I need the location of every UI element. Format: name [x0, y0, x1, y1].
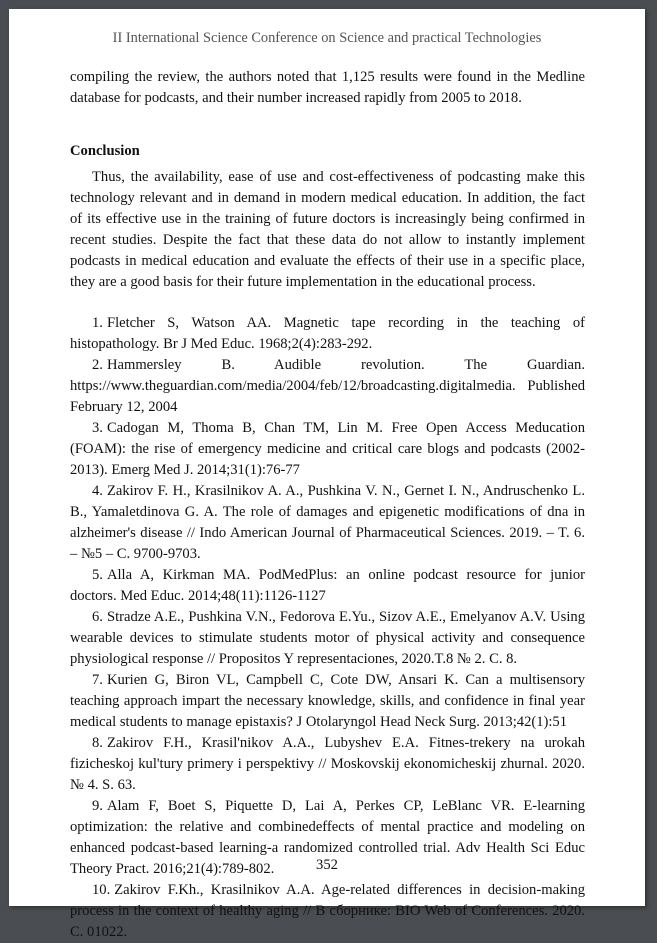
reference-text: Kurien G, Biron VL, Campbell C, Cote DW, Ansari K. Can a multisensory teaching approach impart the necessary knowledge, skills, and confidence in final year medical students to manage epistaxis? J Otolaryngol Head Neck Surg. 2013;42(1):51 [70, 672, 585, 730]
document-page [9, 9, 645, 940]
reference-text: Alla A, Kirkman MA. PodMedPlus: an online podcast resource for junior doctors. Med Educ. 2014;48(11):1126-1127 [70, 567, 585, 604]
reference-item [70, 607, 585, 670]
page-number: 352 [316, 857, 338, 873]
conclusion-paragraph: Thus, the availability, ease of use and cost-effectiveness of podcasting make this technology relevant and in demand in modern medical education. In addition, the fact of its effective use in the training of future doctors is increasingly being confirmed in recent studies. Despite the fact that these data do not allow to instantly implement podcasts in medical education and evaluate the effects of their use in a specific place, they are a good basis for their future implementation in the educational process. [70, 169, 585, 290]
reference-item [70, 481, 585, 565]
reference-item [70, 733, 585, 796]
reference-text: Hammersley B. Audible revolution. The Guardian. https://www.theguardian.com/media/2004/feb/12/broadcasting.digitalmedia. Published February 12, 2004 [70, 357, 585, 415]
reference-text: Alam F, Boet S, Piquette D, Lai A, Perkes CP, LeBlanc VR. E-learning optimization: the relative and combinedeffects of mental practice and modeling on enhanced podcast-based learning-a randomized controlled trial. Adv Health Sci Educ Theory Pract. 2016;21(4):789-802. [70, 798, 585, 877]
reference-item [70, 565, 585, 607]
reference-number: 10. [92, 882, 111, 898]
reference-item [70, 313, 585, 355]
reference-item [70, 355, 585, 418]
running-header: II International Science Conference on Science and practical Technologies [112, 30, 542, 46]
section-heading-conclusion: Conclusion [70, 143, 140, 159]
reference-number: 6. [92, 609, 103, 625]
reference-text: Stradze A.E., Pushkina V.N., Fedorova E.Yu., Sizov A.E., Emelyanov A.V. Using wearable devices to stimulate students motor of physical activity and consequence physiological response // Propositos Y representaciones, 2020.T.8 № 2. C. 8. [70, 609, 585, 667]
continued-paragraph: compiling the review, the authors noted that 1,125 results were found in the Medline database for podcasts, and their number increased rapidly from 2005 to 2018. [70, 69, 585, 106]
reference-number: 4. [92, 483, 103, 499]
reference-number: 5. [92, 567, 103, 583]
reference-text: Zakirov F.H., Krasil'nikov A.A., Lubyshev E.A. Fitnes-trekery na urokah fizicheskoj kul'tury primery i perspektivy // Moskovskij ekonomicheskij zhurnal. 2020. № 4. S. 63. [70, 735, 585, 793]
reference-number: 2. [92, 357, 103, 373]
reference-number: 9. [92, 798, 103, 814]
reference-item [70, 670, 585, 733]
reference-text: Fletcher S, Watson AA. Magnetic tape recording in the teaching of histopathology. Br J Med Educ. 1968;2(4):283-292. [70, 315, 585, 352]
reference-number: 7. [92, 672, 103, 688]
reference-item [70, 418, 585, 481]
reference-list [70, 313, 585, 943]
reference-number: 1. [92, 315, 103, 331]
reference-text: Zakirov F. H., Krasilnikov A. A., Pushkina V. N., Gernet I. N., Andruschenko L. B., Yamaletdinova G. A. The role of damages and epigenetic modifications of dna in alzheimer's disease // Indo American Journal of Pharmaceutical Sciences. 2019. – T. 6. – №5 – C. 9700-9703. [70, 483, 585, 562]
reference-text: Cadogan M, Thoma B, Chan TM, Lin M. Free Open Access Meducation (FOAM): the rise of emergency medicine and critical care blogs and podcasts (2002-2013). Emerg Med J. 2014;31(1):76-77 [70, 420, 585, 478]
reference-number: 8. [92, 735, 103, 751]
reference-number: 3. [92, 420, 103, 436]
reference-item [70, 880, 585, 943]
reference-text: Zakirov F.Kh., Krasilnikov A.A. Age-related differences in decision-making process in the context of healthy aging // В сборнике: BIO Web of Conferences. 2020. C. 01022. [70, 882, 585, 940]
